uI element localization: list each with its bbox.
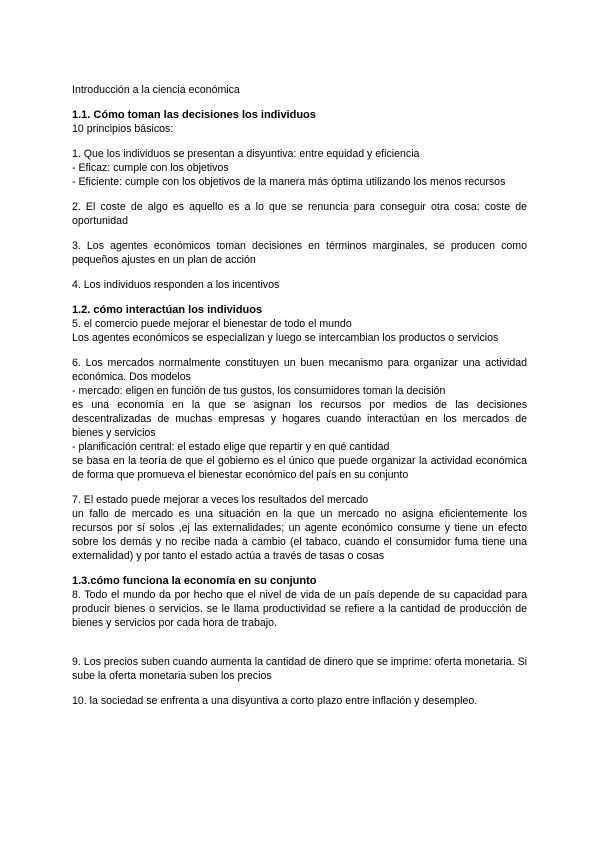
principle-8: 8. Todo el mundo da por hecho que el nivel de vida de un país depende de su capacidad para producir bienes o servicios. se le llama productividad se refiere a la cantidad de producción de bienes y servicios por cada hora de trabajo.	[72, 589, 527, 629]
principle-1: 1. Que los individuos se presentan a disyuntiva: entre equidad y eficiencia	[72, 148, 420, 160]
document-page	[72, 83, 527, 708]
principle-6-planificacion: - planificación central: el estado elige que repartir y en qué cantidad	[72, 441, 390, 453]
section-heading-1-2: 1.2. cómo interactúan los individuos	[72, 304, 263, 316]
principle-5-detail: Los agentes económicos se especializan y luego se intercambian los productos o servicios	[72, 332, 499, 344]
document-title: Introducción a la ciencia económica	[72, 84, 240, 96]
principle-3: 3. Los agentes económicos toman decisiones en términos marginales, se producen como pequeños ajustes en un plan de acción	[72, 240, 527, 266]
section-heading-1-1: 1.1. Cómo toman las decisiones los individuos	[72, 109, 316, 121]
principle-6-planificacion-detail: se basa en la teoría de que el gobierno es el único que puede organizar la actividad económica de forma que promueva el bienestar económico del país en su conjunto	[72, 455, 527, 481]
principle-2: 2. El coste de algo es aquello es a lo que se renuncia para conseguir otra cosa: coste de oportunidad	[72, 201, 527, 227]
principle-10: 10. la sociedad se enfrenta a una disyuntiva a corto plazo entre inflación y desempleo.	[72, 695, 478, 707]
section-heading-1-3: 1.3.cómo funciona la economía en su conjunto	[72, 575, 317, 587]
principle-7: 7. El estado puede mejorar a veces los resultados del mercado	[72, 494, 369, 506]
principle-9: 9. Los precios suben cuando aumenta la cantidad de dinero que se imprime: oferta monetaria. Si sube la oferta monetaria suben los precios	[72, 656, 527, 682]
principle-7-detail: un fallo de mercado es una situación en la que un mercado no asigna eficientemente los recursos por sí solos ,ej las externalidades; un agente económico consume y tiene un efecto sobre los demás y no recibe nada a cambio (el tabaco, cuando el consumidor fuma tiene una externalidad) y por tanto el estado actúa a través de tasas o cosas	[72, 508, 527, 562]
principle-5: 5. el comercio puede mejorar el bienestar de todo el mundo	[72, 318, 352, 330]
principle-6: 6. Los mercados normalmente constituyen un buen mecanismo para organizar una actividad económica. Dos modelos	[72, 357, 527, 383]
principle-4: 4. Los individuos responden a los incentivos	[72, 279, 280, 291]
principle-6-mercado: - mercado: eligen en función de tus gustos, los consumidores toman la decisión	[72, 385, 446, 397]
principle-1-bullet-eficaz: - Eficaz: cumple con los objetivos	[72, 162, 229, 174]
principle-6-mercado-detail: es una economía en la que se asignan los recursos por medios de las decisiones descentralizadas de muchas empresas y hogares cuando interactúan en los mercados de bienes y servicios	[72, 399, 527, 439]
section-intro: 10 principios básicos:	[72, 123, 174, 135]
principle-1-bullet-eficiente: - Eficiente: cumple con los objetivos de la manera más óptima utilizando los menos recursos	[72, 176, 506, 188]
